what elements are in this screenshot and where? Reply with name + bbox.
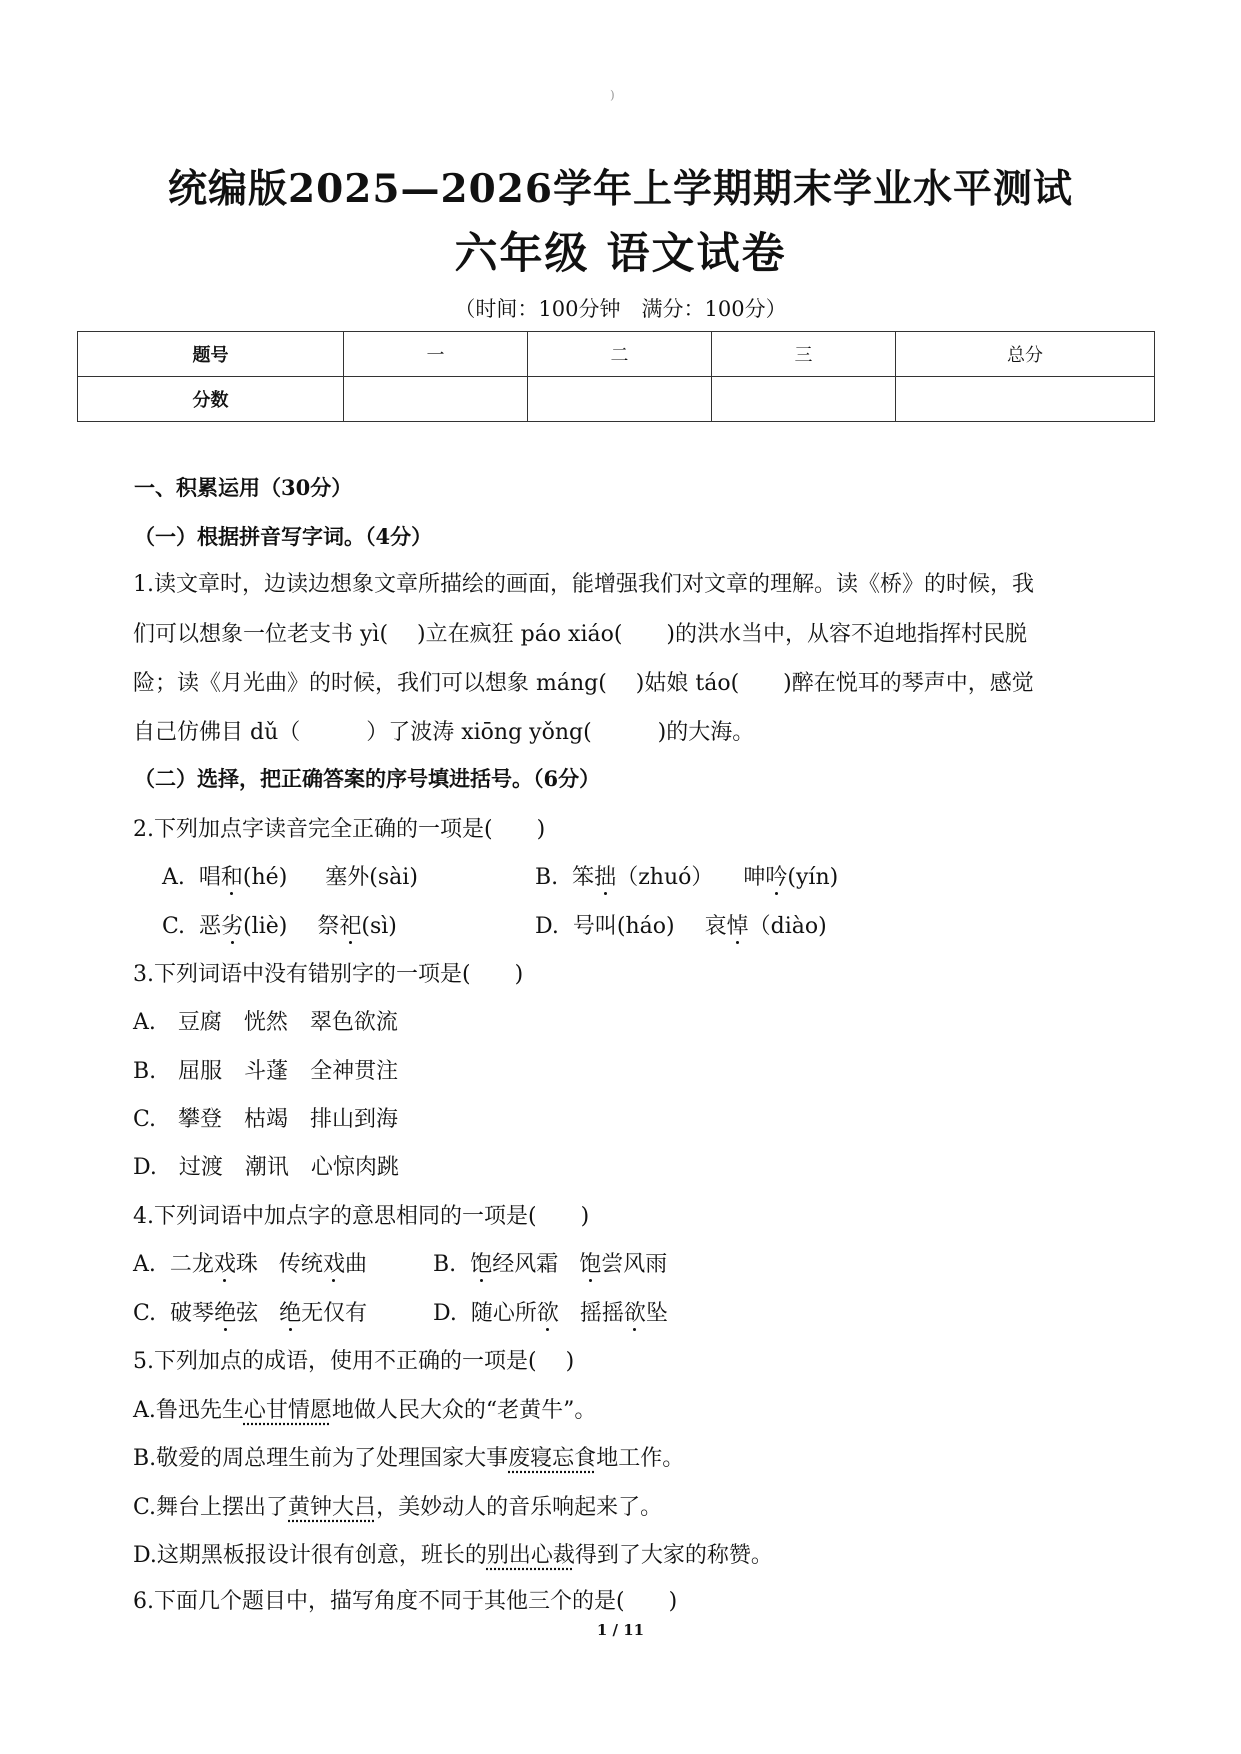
score-table-cell: 总分 xyxy=(896,332,1155,377)
dotted-char: 戏 xyxy=(213,1252,236,1277)
score-table-cell: 三 xyxy=(712,332,896,377)
dotted-idiom: 心甘情愿 xyxy=(243,1398,332,1423)
part-heading: （一）根据拼音写字词。（4分） xyxy=(134,524,433,549)
q1-line: 们可以想象一位老支书 yì( )立在疯狂 páo xiáo( )的洪水当中，从容不迫地指挥村民脱 xyxy=(133,622,1028,647)
q6-stem: 6.下面几个题目中，描写角度不同于其他三个的是( ) xyxy=(133,1589,678,1614)
dotted-char: 拙 xyxy=(594,865,617,890)
score-table-header-row xyxy=(78,332,1155,377)
q3-stem: 3.下列词语中没有错别字的一项是( ) xyxy=(133,962,524,987)
q1-line: 自己仿佛目 dǔ（ ）了波涛 xiōng yǒng( )的大海。 xyxy=(133,720,755,745)
top-mark: ) xyxy=(610,88,615,102)
exam-subtitle: 六年级 语文试卷 xyxy=(454,229,787,279)
score-table xyxy=(77,331,1155,422)
q2-option-b: B. 笨拙（zhuó） 呻吟(yín) xyxy=(535,865,839,890)
q5-stem: 5.下列加点的成语，使用不正确的一项是( ) xyxy=(133,1349,575,1374)
q2-option-d: D. 号叫(háo) 哀悼（diào) xyxy=(535,914,827,939)
dotted-char: 吟 xyxy=(765,865,788,890)
score-input-2[interactable] xyxy=(528,377,712,422)
dotted-idiom: 黄钟大吕 xyxy=(288,1495,377,1520)
score-table-cell: 二 xyxy=(528,332,712,377)
section-heading: 一、积累运用（30分） xyxy=(134,475,353,500)
part-heading: （二）选择，把正确答案的序号填进括号。（6分） xyxy=(134,766,601,791)
score-table-cell: 分数 xyxy=(78,377,344,422)
q1-line: 1.读文章时，边读边想象文章所描绘的画面，能增强我们对文章的理解。读《桥》的时候，我 xyxy=(133,572,1034,597)
q3-option: D. 过渡 潮讯 心惊肉跳 xyxy=(133,1155,399,1180)
dotted-char: 饱 xyxy=(470,1252,493,1277)
q2-option-a: A. 唱和(hé) 塞外(sài) xyxy=(162,865,418,890)
exam-title: 统编版2025—2026学年上学期期末学业水平测试 xyxy=(167,166,1074,212)
q5-option-d: D.这期黑板报设计很有创意，班长的别出心裁得到了大家的称赞。 xyxy=(133,1543,773,1568)
score-table-cell: 一 xyxy=(344,332,528,377)
dotted-char: 和 xyxy=(220,865,243,890)
q4-option-b: B. 饱经风霜 饱尝风雨 xyxy=(433,1252,668,1277)
dotted-char: 祀 xyxy=(339,914,362,939)
dotted-char: 绝 xyxy=(214,1301,237,1326)
exam-meta: （时间：100分钟 满分：100分） xyxy=(454,297,787,321)
dotted-char: 绝 xyxy=(279,1301,302,1326)
dotted-idiom: 废寝忘食 xyxy=(508,1446,597,1471)
q2-stem: 2.下列加点字读音完全正确的一项是( ) xyxy=(133,817,546,842)
page-number: 1 / 11 xyxy=(596,1621,645,1639)
q4-option-c: C. 破琴绝弦 绝无仅有 xyxy=(133,1301,368,1326)
q3-option: C. 攀登 枯竭 排山到海 xyxy=(133,1107,399,1132)
score-table-cell: 题号 xyxy=(78,332,344,377)
dotted-char: 悼 xyxy=(726,914,749,939)
dotted-char: 饱 xyxy=(579,1252,602,1277)
score-table-score-row xyxy=(78,377,1155,422)
score-input-1[interactable] xyxy=(344,377,528,422)
score-input-total[interactable] xyxy=(896,377,1155,422)
q5-option-c: C.舞台上摆出了黄钟大吕，美妙动人的音乐响起来了。 xyxy=(133,1495,663,1520)
q5-option-a: A.鲁迅先生心甘情愿地做人民大众的“老黄牛”。 xyxy=(133,1398,597,1423)
q4-stem: 4.下列词语中加点字的意思相同的一项是( ) xyxy=(133,1204,590,1229)
dotted-idiom: 别出心裁 xyxy=(486,1543,575,1568)
q3-option: B. 屈服 斗蓬 全神贯注 xyxy=(133,1059,399,1084)
score-input-3[interactable] xyxy=(712,377,896,422)
q4-option-d: D. 随心所欲 摇摇欲坠 xyxy=(433,1301,668,1326)
dotted-char: 戏 xyxy=(322,1252,345,1277)
dotted-char: 欲 xyxy=(536,1301,559,1326)
q5-option-b: B.敬爱的周总理生前为了处理国家大事废寝忘食地工作。 xyxy=(133,1446,685,1471)
dotted-char: 劣 xyxy=(221,914,244,939)
q2-option-c: C. 恶劣(liè) 祭祀(sì) xyxy=(162,914,397,939)
q1-line: 险；读《月光曲》的时候，我们可以想象 máng( )姑娘 táo( )醉在悦耳的琴声中，感觉 xyxy=(133,671,1034,696)
q3-option: A. 豆腐 恍然 翠色欲流 xyxy=(133,1010,398,1035)
q4-option-a: A. 二龙戏珠 传统戏曲 xyxy=(133,1252,367,1277)
dotted-char: 欲 xyxy=(623,1301,646,1326)
